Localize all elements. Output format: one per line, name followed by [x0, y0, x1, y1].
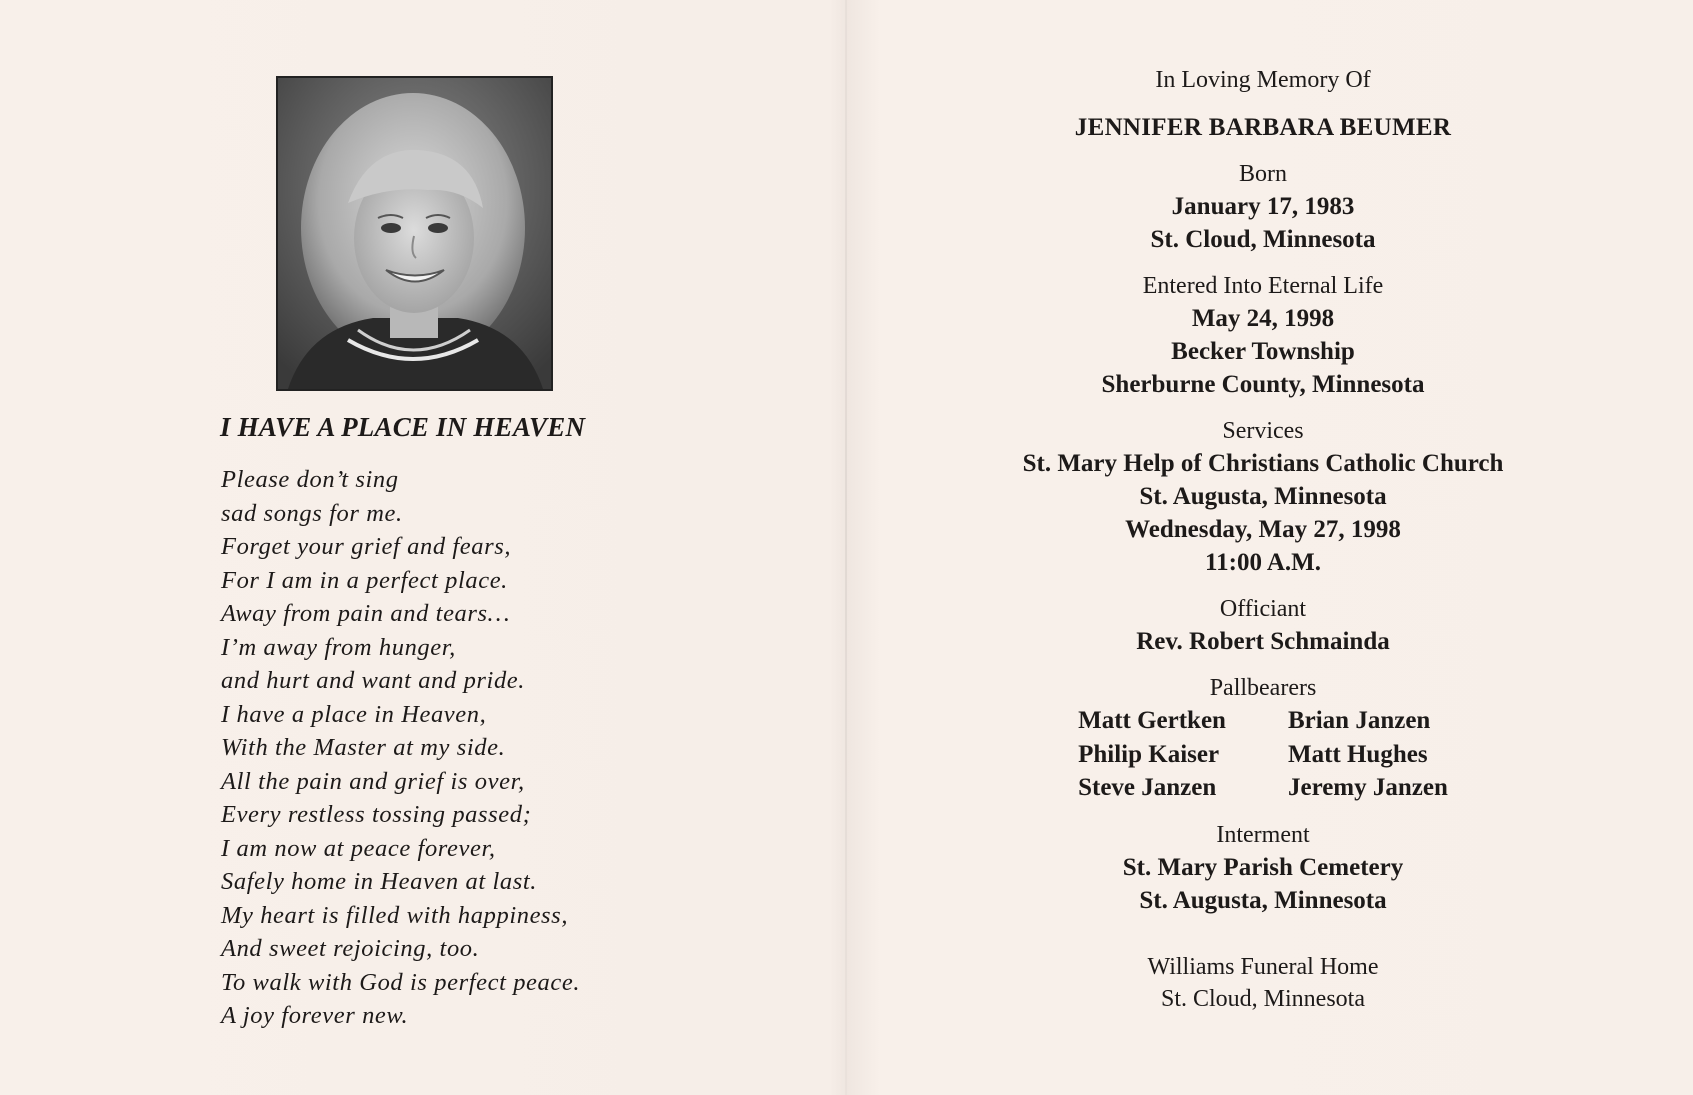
poem-line: All the pain and grief is over,	[221, 767, 525, 795]
poem-line: And sweet rejoicing, too.	[221, 935, 480, 962]
died-date: May 24, 1998	[1191, 305, 1335, 332]
poem-line: I am now at peace forever,	[221, 834, 496, 862]
officiant-section	[960, 593, 1566, 658]
funeral-home-place: St. Cloud, Minnesota	[1160, 985, 1365, 1012]
pallbearer-name: Matt Gertken	[1078, 707, 1226, 734]
poem-line: A joy forever new.	[221, 1002, 409, 1029]
services-date: Wednesday, May 27, 1998	[1125, 516, 1401, 543]
born-place: St. Cloud, Minnesota	[1150, 226, 1376, 253]
interment-place: St. Augusta, Minnesota	[1139, 886, 1387, 914]
poem-lines	[221, 463, 580, 1033]
services-section	[960, 415, 1566, 579]
born-label: Born	[1239, 161, 1287, 187]
born-section	[960, 158, 1566, 256]
poem-line: Forget your grief and fears,	[221, 533, 512, 560]
born-date: January 17, 1983	[1171, 193, 1355, 220]
funeral-home-name: Williams Funeral Home	[1147, 953, 1379, 980]
services-place: St. Augusta, Minnesota	[1139, 483, 1387, 510]
pallbearers-list	[960, 704, 1566, 805]
poem-line: For I am in a perfect place.	[221, 566, 508, 594]
services-church: St. Mary Help of Christians Catholic Church	[1022, 450, 1504, 477]
pallbearers-right-column	[1288, 704, 1448, 805]
poem-line: Away from pain and tears…	[221, 600, 511, 627]
died-label: Entered Into Eternal Life	[1142, 273, 1384, 299]
died-place-township: Becker Township	[1171, 338, 1355, 365]
officiant-name: Rev. Robert Schmainda	[1136, 628, 1390, 655]
poem-line: I have a place in Heaven,	[221, 700, 487, 728]
died-section	[960, 270, 1566, 401]
poem-line: With the Master at my side.	[221, 734, 506, 761]
pallbearer-name: Philip Kaiser	[1078, 740, 1220, 768]
funeral-home-section	[960, 951, 1566, 1015]
pallbearer-name: Steve Janzen	[1078, 774, 1217, 801]
portrait-photo	[276, 76, 553, 391]
interment-section	[960, 819, 1566, 917]
pallbearers-left-column	[1078, 704, 1226, 805]
poem-title: I HAVE A PLACE IN HEAVEN	[220, 412, 586, 442]
poem-line: Please don’t sing	[221, 466, 399, 493]
poem-line: My heart is filled with happiness,	[221, 901, 569, 929]
pallbearer-name: Brian Janzen	[1287, 707, 1431, 734]
memorial-details	[960, 64, 1566, 1015]
officiant-label: Officiant	[1219, 596, 1307, 622]
pallbearer-name: Jeremy Janzen	[1287, 774, 1448, 801]
died-place-county: Sherburne County, Minnesota	[1101, 371, 1425, 398]
pallbearers-label: Pallbearers	[1209, 675, 1317, 701]
deceased-name: JENNIFER BARBARA BEUMER	[1074, 114, 1452, 141]
poem-line: To walk with God is perfect peace.	[221, 968, 581, 996]
poem-line: and hurt and want and pride.	[221, 667, 526, 694]
poem-line: Safely home in Heaven at last.	[221, 868, 538, 895]
pallbearers-section	[960, 672, 1566, 805]
pallbearer-name: Matt Hughes	[1287, 740, 1428, 768]
poem-line: Every restless tossing passed;	[221, 801, 532, 828]
interment-label: Interment	[1216, 821, 1310, 848]
poem-line: sad songs for me.	[221, 499, 403, 527]
services-label: Services	[1222, 418, 1304, 444]
intro-text: In Loving Memory Of	[1155, 67, 1371, 93]
interment-cemetery: St. Mary Parish Cemetery	[1122, 853, 1404, 881]
card-fold	[845, 0, 847, 1095]
poem-line: I’m away from hunger,	[221, 633, 456, 661]
services-time: 11:00 A.M.	[1205, 549, 1321, 576]
